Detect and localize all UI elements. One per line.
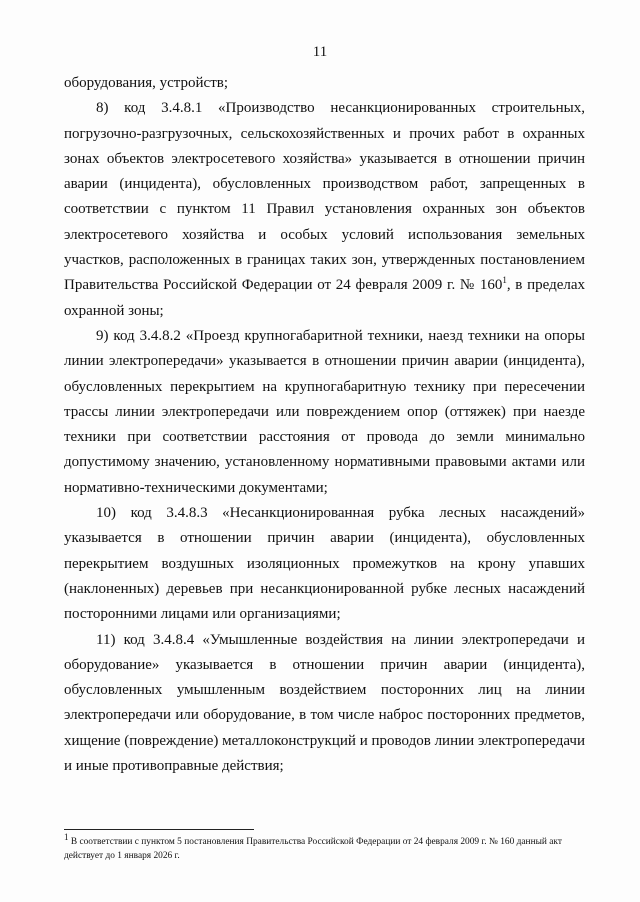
paragraph-item-10: 10) код 3.4.8.3 «Несанкционированная рубка лесных насаждений» указывается в отношении причин аварии (инцидента), обусловленных перекрытием воздушных изоляционных промежутков на крону упавших (наклоненных) деревьев при несанкционированной рубке лесных насаждений посторонними лицами или организациями; [64,505,585,623]
footnote-text: В соответствии с пунктом 5 постановления Правительства Российской Федерации от 24 февраля 2009 г. № 160 данный акт действует до 1 января 2026 г. [64,837,562,861]
page-number: 11 [312,44,328,60]
footnote-reference: 1 [502,275,507,286]
paragraph-item-8-text: 8) код 3.4.8.1 «Производство несанкционированных строительных, погрузочно-разгрузочных, сельскохозяйственных и прочих работ в охранных зонах объектов электросетевого хозяйства» указывается в отношении причин аварии (инцидента), обусловленных производством работ, запрещенных в соответствии с пунктом 11 Правил установления охранных зон объектов электросетевого хозяйства и особых условий использования земельных участков, расположенных в границах таких зон, утвержденных постановлением Правительства Российской Федерации от 24 февраля 2009 г. № 160 [64,100,585,294]
paragraph-item-8-tail: , в пределах охранной зоны; [64,277,585,319]
footnote [64,831,585,863]
document-body [64,71,585,779]
paragraph-item-8 [64,96,585,324]
footnote-divider [64,829,254,830]
paragraph-item-9: 9) код 3.4.8.2 «Проезд крупногабаритной техники, наезд техники на опоры линии электропередачи» указывается в отношении причин аварии (инцидента), обусловленных перекрытием на крупногабаритную технику при пересечении трассы линии электропередачи или повреждением опор (оттяжек) при наезде техники при соответствии расстояния от провода до земли минимально допустимому значению, установленному нормативными правовыми актами или нормативно-техническими документами; [64,327,585,496]
paragraph-continuation: оборудования, устройств; [64,75,229,91]
paragraph-item-11: 11) код 3.4.8.4 «Умышленные воздействия на линии электропередачи и оборудование» указывается в отношении причин аварии (инцидента), обусловленных умышленным воздействием посторонних лиц на линии электропередачи или оборудование, в том числе наброс посторонних предметов, хищение (повреждение) металлоконструкций и проводов линии электропередачи и иные противоправные действия; [64,631,585,775]
footnote-marker: 1 [64,831,69,842]
